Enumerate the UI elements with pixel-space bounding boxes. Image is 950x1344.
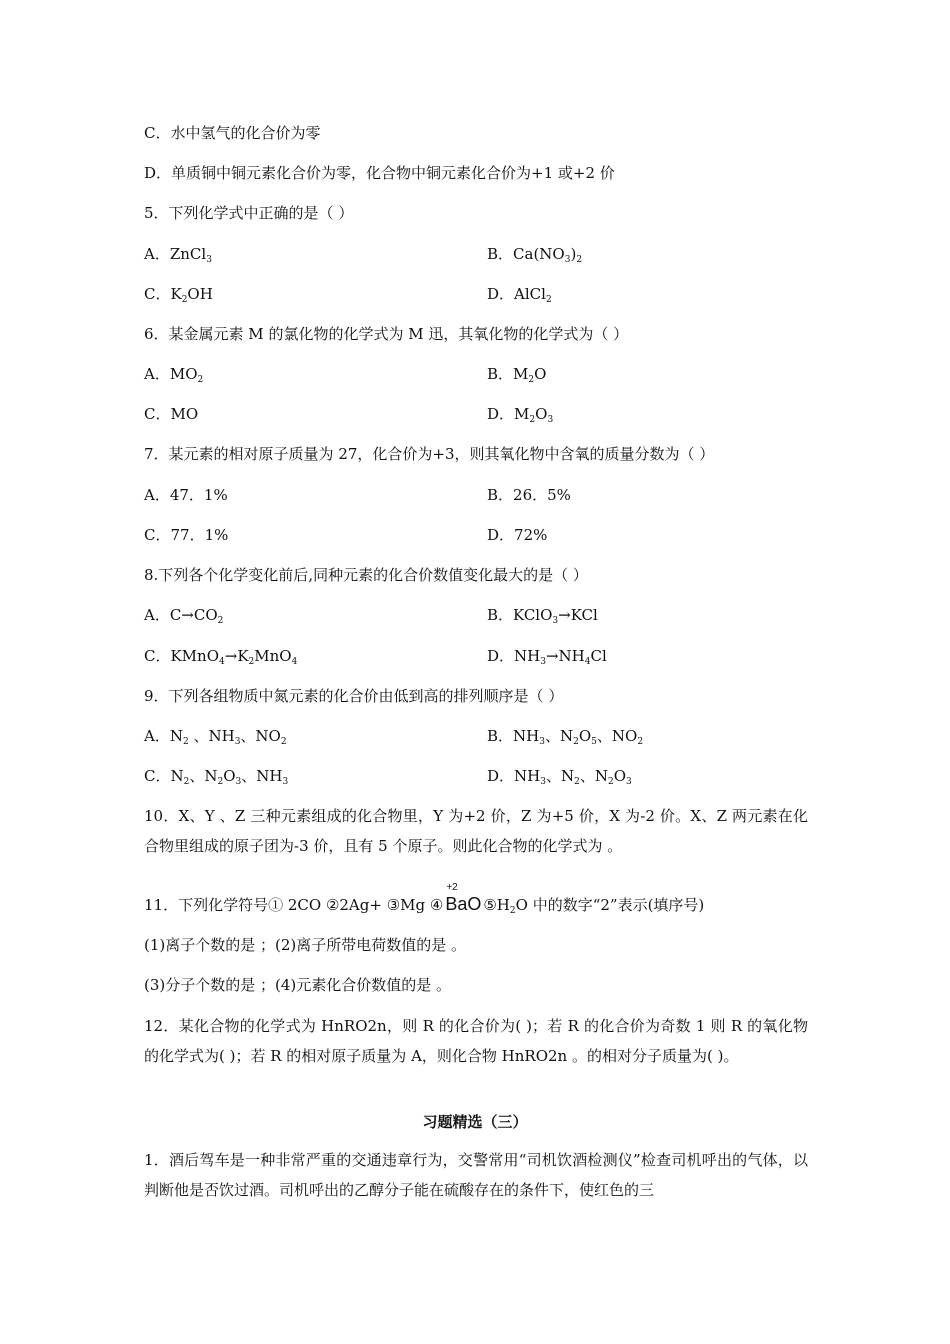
q6-stem: 6．某金属元素 M 的氯化物的化学式为 M 迅，其氧化物的化学式为（ ） (144, 325, 629, 343)
section3-q1-text: 1．酒后驾车是一种非常严重的交通违章行为，交警常用“司机饮酒检测仪”检查司机呼出的气体，以判断他是否饮过酒。司机呼出的乙醇分子能在硫酸存在的条件下，使红色的三 (144, 1151, 808, 1199)
q7-option-d: D．72% (487, 526, 548, 544)
q8-option-a: A．$C\to CO_2$ (144, 606, 224, 626)
q7-stem: 7．某元素的相对原子质量为 27，化合价为+3，则其氧化物中含氧的质量分数为（ ） (144, 445, 715, 463)
q9-option-d: D．$NH_3$、$N_2$、$N_2O_3$ (487, 767, 632, 787)
q9-option-a: A．$N_2$ 、$NH_3$、$NO_2$ (144, 727, 287, 747)
q5-stem: 5．下列化学式中正确的是（ ） (144, 204, 354, 222)
q9-option-b: B．$NH_3$、$N_2O_5$、$NO_2$ (487, 727, 644, 747)
q7-option-c: C．77．1% (144, 526, 229, 544)
q9-option-c: C．$N_2$、$N_2O_3$、$NH_3$ (144, 767, 289, 787)
q9-stem: 9．下列各组物质中氮元素的化合价由低到高的排列顺序是（ ） (144, 687, 564, 705)
q6-option-c: C．MO (144, 405, 199, 423)
q6-option-a: A．$MO_2$ (144, 365, 204, 385)
q8-option-d: D．$NH_3\to NH_4Cl$ (487, 647, 607, 667)
q7-option-a: A．47．1% (144, 486, 228, 504)
bao-oxidation-formula: +2 BaO (445, 894, 481, 914)
q4-option-d: D．单质铜中铜元素化合价为零，化合物中铜元素化合价为+1 或+2 价 (144, 164, 615, 182)
q6-option-d: D．$M_2O_3$ (487, 405, 554, 425)
q11-pre: 11．下列化学符号① 2CO ②2Ag+ ③Mg ④ (144, 896, 444, 914)
q10-text: 10．X、Y 、Z 三种元素组成的化合物里，Y 为+2 价，Z 为+5 价，X 为-2 价。X、Z 两元素在化合物里组成的原子团为-3 价，且有 5 个原子。则此化合物的化学式为 。 (144, 807, 808, 855)
q12-text: 12．某化合物的化学式为 HnRO2n，则 R 的化合价为( )；若 R 的化合价为奇数 1 则 R 的氧化物的化学式为( )；若 R 的相对原子质量为 A，则化合物 HnRO2n 。的相对分子质量为( )。 (144, 1017, 808, 1065)
q8-stem: 8.下列各个化学变化前后,同种元素的化合价数值变化最大的是（ ） (144, 566, 588, 584)
q6-option-b: B．$M_2O$ (487, 365, 547, 385)
q8-option-c: C．$KMnO_4\to K_2MnO_4$ (144, 647, 298, 667)
q11-part-3-4: (3)分子个数的是 ；(4)元素化合价数值的是 。 (144, 976, 452, 994)
q5-option-d: D．AlCl$_2$ (487, 285, 552, 305)
q7-option-b: B．26．5% (487, 486, 571, 504)
q11-stem: 11．下列化学符号① 2CO ②2Ag+ ③Mg ④ +2 BaO $⑤H_2O$ 中的数字“2”表示(填序号) (144, 894, 704, 921)
q4-option-c: C．水中氢气的化合价为零 (144, 124, 321, 142)
q5-option-c: C．$K_2OH$ (144, 285, 213, 305)
q11-part-1-2: (1)离子个数的是 ；(2)离子所带电荷数值的是 。 (144, 936, 467, 954)
section-heading: 习题精选（三） (422, 1113, 528, 1131)
q5-option-a: A．ZnCl$_3$ (144, 245, 212, 265)
oxidation-value: +2 (446, 882, 458, 893)
q8-option-b: B．KClO$_3$→KCl (487, 606, 598, 626)
q5-option-b: B．$Ca(NO_3)_2$ (487, 245, 583, 265)
